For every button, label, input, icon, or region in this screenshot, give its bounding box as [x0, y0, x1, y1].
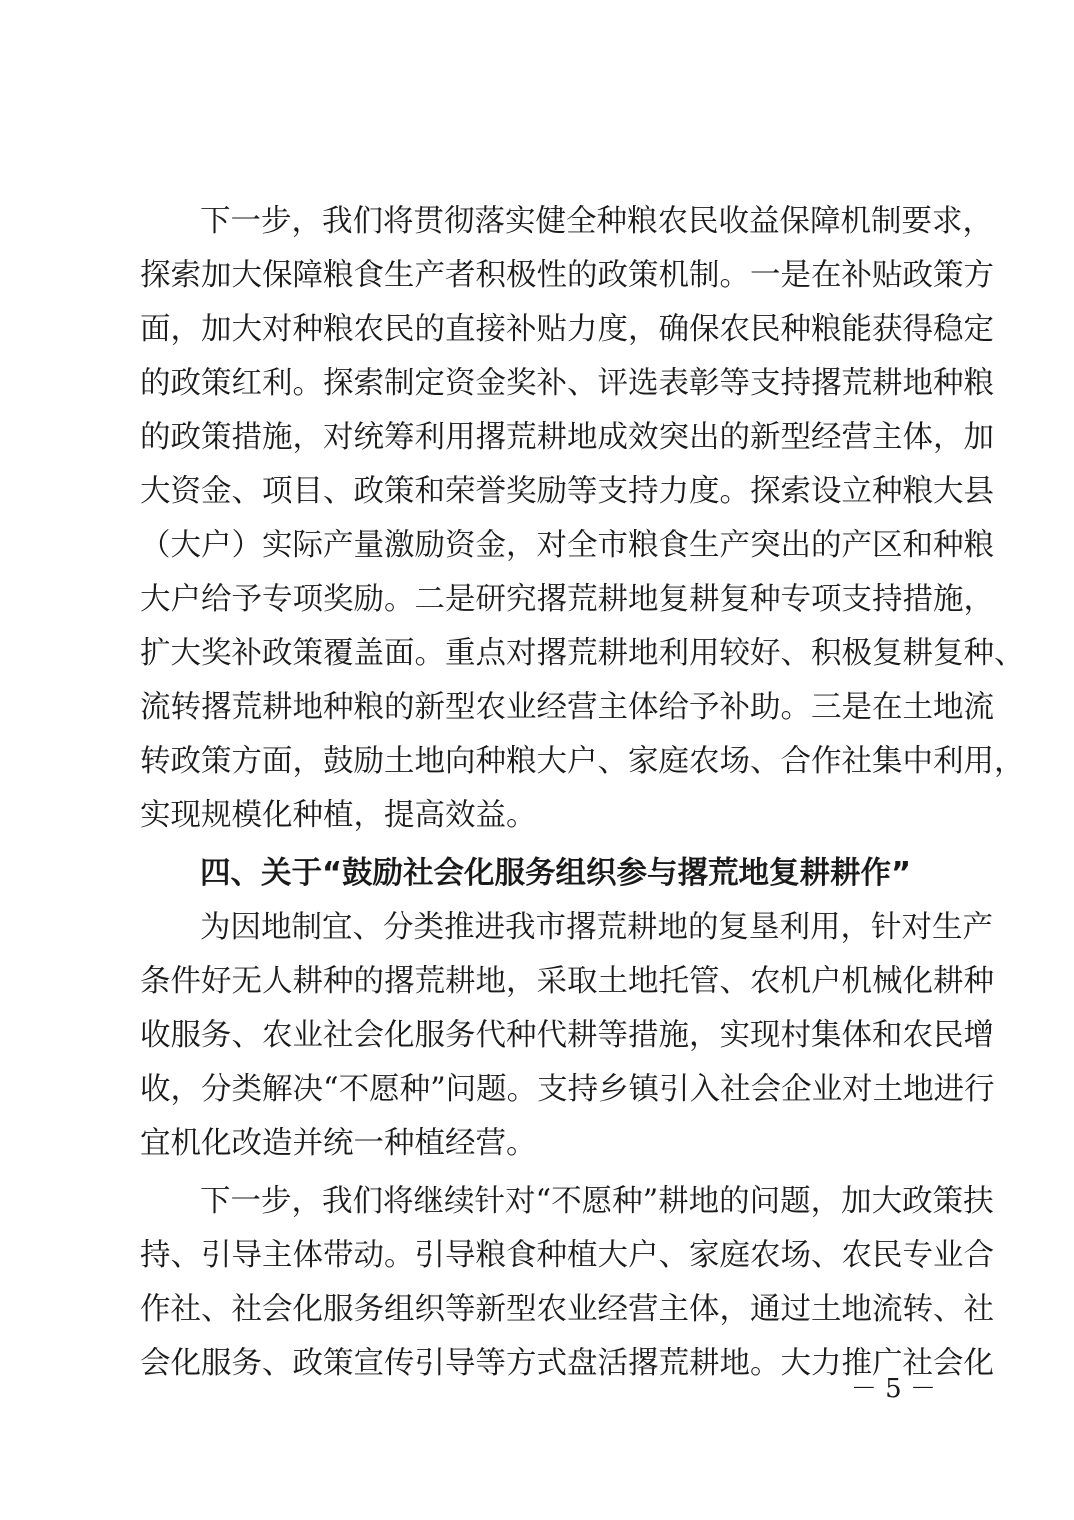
text-line: 会化服务、政策宣传引导等方式盘活撂荒耕地。大力推广社会化 — [140, 1346, 994, 1381]
text-line: 收服务、农业社会化服务代种代耕等措施，实现村集体和农民增 — [140, 1018, 994, 1053]
section-heading — [140, 847, 940, 901]
text-line: 持、引导主体带动。引导粮食种植大户、家庭农场、农民专业合 — [140, 1238, 994, 1273]
text-line: 流转撂荒耕地种粮的新型农业经营主体给予补助。三是在土地流 — [140, 690, 994, 725]
text-line: 作社、社会化服务组织等新型农业经营主体，通过土地流转、社 — [140, 1292, 994, 1327]
text-line: 大户给予专项奖励。二是研究撂荒耕地复耕复种专项支持措施， — [140, 582, 994, 617]
text-line: 的政策措施，对统筹利用撂荒耕地成效突出的新型经营主体，加 — [140, 420, 994, 455]
text-line: 实现规模化种植，提高效益。 — [140, 798, 537, 833]
document-body — [140, 195, 1025, 1391]
text-line: 为因地制宜、分类推进我市撂荒耕地的复垦利用，针对生产 — [200, 910, 993, 945]
paragraph — [140, 901, 995, 1171]
text-line: 转政策方面，鼓励土地向种粮大户、家庭农场、合作社集中利用， — [140, 744, 1025, 779]
text-line: 扩大奖补政策覆盖面。重点对撂荒耕地利用较好、积极复耕复种、 — [140, 636, 1025, 671]
text-line: 面，加大对种粮农民的直接补贴力度，确保农民种粮能获得稳定 — [140, 312, 994, 347]
text-line: 宜机化改造并统一种植经营。 — [140, 1126, 537, 1161]
text-line: 下一步，我们将继续针对“不愿种”耕地的问题，加大政策扶 — [200, 1184, 994, 1219]
page-number: － 5 － — [850, 1374, 936, 1404]
text-line: 下一步，我们将贯彻落实健全种粮农民收益保障机制要求， — [200, 204, 993, 239]
heading-line: 四、关于“鼓励社会化服务组织参与撂荒地复耕耕作” — [200, 856, 912, 891]
text-line: 的政策红利。探索制定资金奖补、评选表彰等支持撂荒耕地种粮 — [140, 366, 994, 401]
text-line: 收，分类解决“不愿种”问题。支持乡镇引入社会企业对土地进行 — [140, 1072, 995, 1107]
paragraph — [140, 195, 1025, 843]
text-line: 大资金、项目、政策和荣誉奖励等支持力度。探索设立种粮大县 — [140, 474, 994, 509]
paragraph — [140, 1175, 994, 1391]
text-line: 探索加大保障粮食生产者积极性的政策机制。一是在补贴政策方 — [140, 258, 994, 293]
text-line: （大户）实际产量激励资金，对全市粮食生产突出的产区和种粮 — [140, 528, 994, 563]
text-line: 条件好无人耕种的撂荒耕地，采取土地托管、农机户机械化耕种 — [140, 964, 994, 999]
